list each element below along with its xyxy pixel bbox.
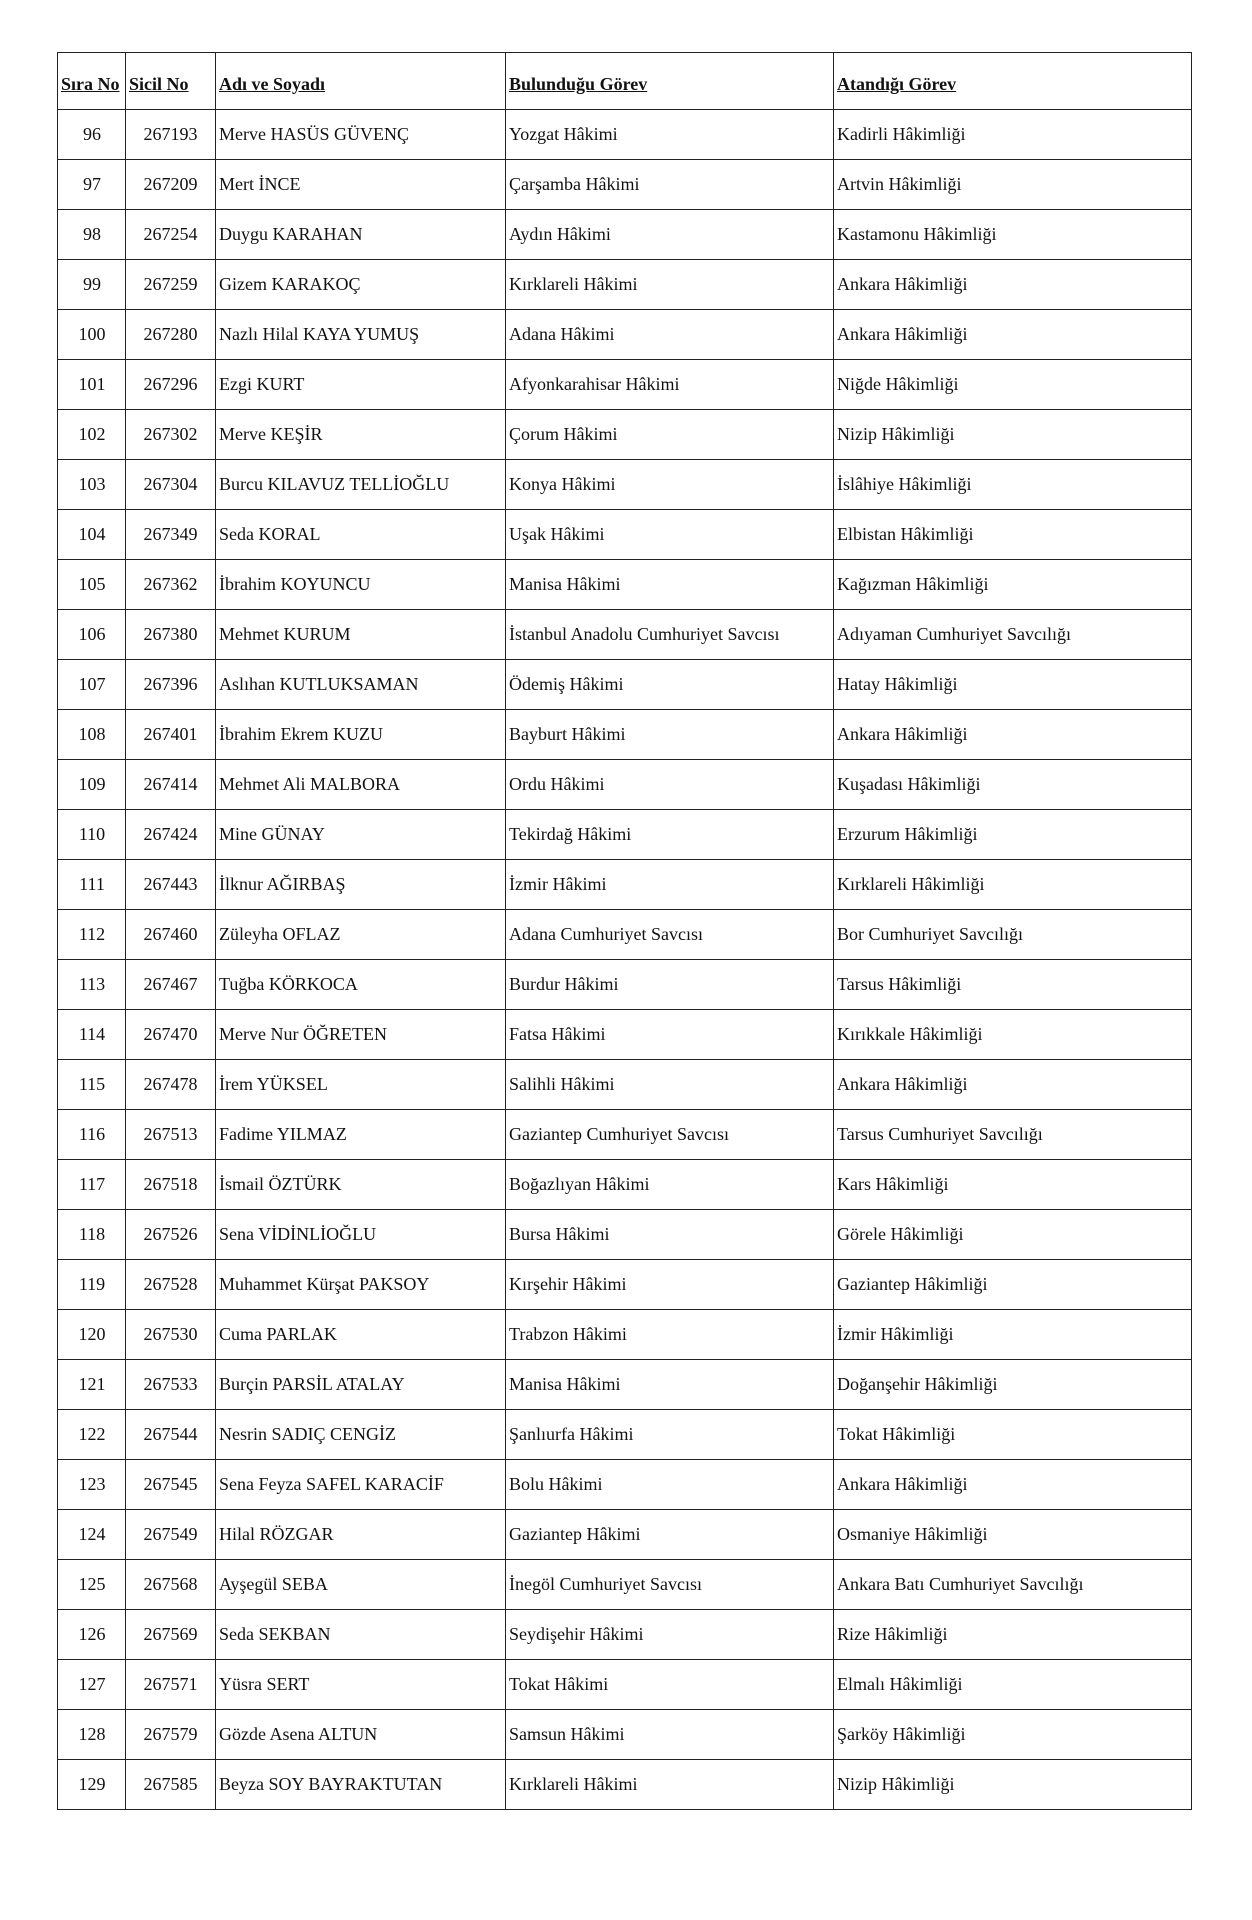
sicil-no-cell: 267528	[126, 1260, 216, 1310]
assigned-post-cell: Ankara Hâkimliği	[834, 1460, 1192, 1510]
current-post-cell: Adana Cumhuriyet Savcısı	[506, 910, 834, 960]
name-cell: Ezgi KURT	[216, 360, 506, 410]
table-row	[58, 360, 1192, 410]
current-post-cell: Trabzon Hâkimi	[506, 1310, 834, 1360]
table-body	[58, 110, 1192, 1810]
assigned-post-cell: Kuşadası Hâkimliği	[834, 760, 1192, 810]
header-atandigi-gorev: Atandığı Görev	[834, 53, 1192, 110]
name-cell: Burcu KILAVUZ TELLİOĞLU	[216, 460, 506, 510]
name-cell: İbrahim Ekrem KUZU	[216, 710, 506, 760]
sira-no-cell: 106	[58, 610, 126, 660]
current-post-cell: Gaziantep Hâkimi	[506, 1510, 834, 1560]
assigned-post-cell: Rize Hâkimliği	[834, 1610, 1192, 1660]
table-row	[58, 1310, 1192, 1360]
current-post-cell: İstanbul Anadolu Cumhuriyet Savcısı	[506, 610, 834, 660]
name-cell: Aslıhan KUTLUKSAMAN	[216, 660, 506, 710]
assigned-post-cell: Kırklareli Hâkimliği	[834, 860, 1192, 910]
sira-no-cell: 102	[58, 410, 126, 460]
current-post-cell: Kırşehir Hâkimi	[506, 1260, 834, 1310]
current-post-cell: Bolu Hâkimi	[506, 1460, 834, 1510]
name-cell: Merve KEŞİR	[216, 410, 506, 460]
table-row	[58, 610, 1192, 660]
table-row	[58, 1010, 1192, 1060]
assigned-post-cell: Kadirli Hâkimliği	[834, 110, 1192, 160]
table-header	[58, 53, 1192, 110]
sira-no-cell: 101	[58, 360, 126, 410]
sicil-no-cell: 267530	[126, 1310, 216, 1360]
table-row	[58, 710, 1192, 760]
sira-no-cell: 125	[58, 1560, 126, 1610]
sira-no-cell: 100	[58, 310, 126, 360]
current-post-cell: Fatsa Hâkimi	[506, 1010, 834, 1060]
sira-no-cell: 114	[58, 1010, 126, 1060]
assigned-post-cell: Tokat Hâkimliği	[834, 1410, 1192, 1460]
sira-no-cell: 129	[58, 1760, 126, 1810]
table-row	[58, 960, 1192, 1010]
current-post-cell: Seydişehir Hâkimi	[506, 1610, 834, 1660]
sira-no-cell: 118	[58, 1210, 126, 1260]
name-cell: Merve Nur ÖĞRETEN	[216, 1010, 506, 1060]
assigned-post-cell: Doğanşehir Hâkimliği	[834, 1360, 1192, 1410]
current-post-cell: Manisa Hâkimi	[506, 560, 834, 610]
name-cell: Beyza SOY BAYRAKTUTAN	[216, 1760, 506, 1810]
assigned-post-cell: Kırıkkale Hâkimliği	[834, 1010, 1192, 1060]
current-post-cell: Şanlıurfa Hâkimi	[506, 1410, 834, 1460]
name-cell: Fadime YILMAZ	[216, 1110, 506, 1160]
assigned-post-cell: Ankara Hâkimliği	[834, 260, 1192, 310]
name-cell: Merve HASÜS GÜVENÇ	[216, 110, 506, 160]
assigned-post-cell: Gaziantep Hâkimliği	[834, 1260, 1192, 1310]
name-cell: İlknur AĞIRBAŞ	[216, 860, 506, 910]
current-post-cell: Uşak Hâkimi	[506, 510, 834, 560]
current-post-cell: Bayburt Hâkimi	[506, 710, 834, 760]
table-row	[58, 860, 1192, 910]
assigned-post-cell: Elbistan Hâkimliği	[834, 510, 1192, 560]
table-row	[58, 910, 1192, 960]
name-cell: İsmail ÖZTÜRK	[216, 1160, 506, 1210]
sira-no-cell: 120	[58, 1310, 126, 1360]
table-row	[58, 1560, 1192, 1610]
assigned-post-cell: Kağızman Hâkimliği	[834, 560, 1192, 610]
assigned-post-cell: Kars Hâkimliği	[834, 1160, 1192, 1210]
current-post-cell: Adana Hâkimi	[506, 310, 834, 360]
assigned-post-cell: Görele Hâkimliği	[834, 1210, 1192, 1260]
sira-no-cell: 126	[58, 1610, 126, 1660]
assigned-post-cell: Elmalı Hâkimliği	[834, 1660, 1192, 1710]
table-row	[58, 560, 1192, 610]
sicil-no-cell: 267259	[126, 260, 216, 310]
table-row	[58, 660, 1192, 710]
assigned-post-cell: Adıyaman Cumhuriyet Savcılığı	[834, 610, 1192, 660]
assigned-post-cell: Hatay Hâkimliği	[834, 660, 1192, 710]
table-row	[58, 1210, 1192, 1260]
sira-no-cell: 104	[58, 510, 126, 560]
assigned-post-cell: Ankara Hâkimliği	[834, 1060, 1192, 1110]
sira-no-cell: 98	[58, 210, 126, 260]
current-post-cell: Konya Hâkimi	[506, 460, 834, 510]
sicil-no-cell: 267549	[126, 1510, 216, 1560]
current-post-cell: İnegöl Cumhuriyet Savcısı	[506, 1560, 834, 1610]
name-cell: Hilal RÖZGAR	[216, 1510, 506, 1560]
sira-no-cell: 111	[58, 860, 126, 910]
table-row	[58, 1660, 1192, 1710]
table-row	[58, 1160, 1192, 1210]
table-row	[58, 1360, 1192, 1410]
table-row	[58, 1110, 1192, 1160]
current-post-cell: İzmir Hâkimi	[506, 860, 834, 910]
current-post-cell: Yozgat Hâkimi	[506, 110, 834, 160]
sira-no-cell: 99	[58, 260, 126, 310]
sicil-no-cell: 267526	[126, 1210, 216, 1260]
assigned-post-cell: İslâhiye Hâkimliği	[834, 460, 1192, 510]
sicil-no-cell: 267513	[126, 1110, 216, 1160]
assigned-post-cell: Erzurum Hâkimliği	[834, 810, 1192, 860]
sicil-no-cell: 267424	[126, 810, 216, 860]
sira-no-cell: 110	[58, 810, 126, 860]
sicil-no-cell: 267304	[126, 460, 216, 510]
sira-no-cell: 109	[58, 760, 126, 810]
name-cell: Züleyha OFLAZ	[216, 910, 506, 960]
table-row	[58, 210, 1192, 260]
table-row	[58, 1410, 1192, 1460]
document-page	[57, 52, 1191, 1810]
current-post-cell: Tokat Hâkimi	[506, 1660, 834, 1710]
sicil-no-cell: 267571	[126, 1660, 216, 1710]
name-cell: Burçin PARSİL ATALAY	[216, 1360, 506, 1410]
current-post-cell: Kırklareli Hâkimi	[506, 260, 834, 310]
current-post-cell: Manisa Hâkimi	[506, 1360, 834, 1410]
sira-no-cell: 107	[58, 660, 126, 710]
assigned-post-cell: Osmaniye Hâkimliği	[834, 1510, 1192, 1560]
sicil-no-cell: 267396	[126, 660, 216, 710]
table-row	[58, 160, 1192, 210]
sicil-no-cell: 267209	[126, 160, 216, 210]
assigned-post-cell: Ankara Batı Cumhuriyet Savcılığı	[834, 1560, 1192, 1610]
name-cell: Mehmet Ali MALBORA	[216, 760, 506, 810]
sira-no-cell: 117	[58, 1160, 126, 1210]
assigned-post-cell: Nizip Hâkimliği	[834, 410, 1192, 460]
name-cell: Tuğba KÖRKOCA	[216, 960, 506, 1010]
sira-no-cell: 121	[58, 1360, 126, 1410]
name-cell: Sena VİDİNLİOĞLU	[216, 1210, 506, 1260]
table-row	[58, 760, 1192, 810]
sicil-no-cell: 267518	[126, 1160, 216, 1210]
current-post-cell: Çorum Hâkimi	[506, 410, 834, 460]
sira-no-cell: 124	[58, 1510, 126, 1560]
table-row	[58, 460, 1192, 510]
table-row	[58, 1710, 1192, 1760]
sira-no-cell: 103	[58, 460, 126, 510]
header-sira-no: Sıra No	[58, 53, 126, 110]
name-cell: İbrahim KOYUNCU	[216, 560, 506, 610]
table-row	[58, 1610, 1192, 1660]
current-post-cell: Salihli Hâkimi	[506, 1060, 834, 1110]
name-cell: Nazlı Hilal KAYA YUMUŞ	[216, 310, 506, 360]
table-row	[58, 110, 1192, 160]
sira-no-cell: 115	[58, 1060, 126, 1110]
assigned-post-cell: Ankara Hâkimliği	[834, 710, 1192, 760]
sicil-no-cell: 267302	[126, 410, 216, 460]
assigned-post-cell: Tarsus Hâkimliği	[834, 960, 1192, 1010]
name-cell: Mert İNCE	[216, 160, 506, 210]
sicil-no-cell: 267533	[126, 1360, 216, 1410]
current-post-cell: Samsun Hâkimi	[506, 1710, 834, 1760]
sicil-no-cell: 267478	[126, 1060, 216, 1110]
current-post-cell: Boğazlıyan Hâkimi	[506, 1160, 834, 1210]
current-post-cell: Aydın Hâkimi	[506, 210, 834, 260]
sicil-no-cell: 267568	[126, 1560, 216, 1610]
sicil-no-cell: 267254	[126, 210, 216, 260]
current-post-cell: Gaziantep Cumhuriyet Savcısı	[506, 1110, 834, 1160]
assigned-post-cell: İzmir Hâkimliği	[834, 1310, 1192, 1360]
name-cell: Mehmet KURUM	[216, 610, 506, 660]
assigned-post-cell: Artvin Hâkimliği	[834, 160, 1192, 210]
table-row	[58, 1460, 1192, 1510]
sira-no-cell: 105	[58, 560, 126, 610]
header-adi-soyadi: Adı ve Soyadı	[216, 53, 506, 110]
sicil-no-cell: 267579	[126, 1710, 216, 1760]
current-post-cell: Ordu Hâkimi	[506, 760, 834, 810]
table-row	[58, 810, 1192, 860]
assigned-post-cell: Ankara Hâkimliği	[834, 310, 1192, 360]
sira-no-cell: 128	[58, 1710, 126, 1760]
sira-no-cell: 116	[58, 1110, 126, 1160]
current-post-cell: Çarşamba Hâkimi	[506, 160, 834, 210]
current-post-cell: Bursa Hâkimi	[506, 1210, 834, 1260]
sira-no-cell: 127	[58, 1660, 126, 1710]
name-cell: Sena Feyza SAFEL KARACİF	[216, 1460, 506, 1510]
table-row	[58, 1510, 1192, 1560]
sicil-no-cell: 267280	[126, 310, 216, 360]
sicil-no-cell: 267470	[126, 1010, 216, 1060]
table-row	[58, 310, 1192, 360]
sicil-no-cell: 267362	[126, 560, 216, 610]
assignment-table	[57, 52, 1192, 1810]
table-row	[58, 1060, 1192, 1110]
sicil-no-cell: 267296	[126, 360, 216, 410]
name-cell: Mine GÜNAY	[216, 810, 506, 860]
current-post-cell: Afyonkarahisar Hâkimi	[506, 360, 834, 410]
assigned-post-cell: Tarsus Cumhuriyet Savcılığı	[834, 1110, 1192, 1160]
current-post-cell: Ödemiş Hâkimi	[506, 660, 834, 710]
current-post-cell: Burdur Hâkimi	[506, 960, 834, 1010]
name-cell: Cuma PARLAK	[216, 1310, 506, 1360]
sicil-no-cell: 267544	[126, 1410, 216, 1460]
sicil-no-cell: 267467	[126, 960, 216, 1010]
header-sicil-no: Sicil No	[126, 53, 216, 110]
sicil-no-cell: 267414	[126, 760, 216, 810]
sira-no-cell: 122	[58, 1410, 126, 1460]
sicil-no-cell: 267443	[126, 860, 216, 910]
name-cell: Gizem KARAKOÇ	[216, 260, 506, 310]
assigned-post-cell: Bor Cumhuriyet Savcılığı	[834, 910, 1192, 960]
sira-no-cell: 119	[58, 1260, 126, 1310]
current-post-cell: Tekirdağ Hâkimi	[506, 810, 834, 860]
name-cell: Ayşegül SEBA	[216, 1560, 506, 1610]
sira-no-cell: 113	[58, 960, 126, 1010]
assigned-post-cell: Niğde Hâkimliği	[834, 360, 1192, 410]
name-cell: Nesrin SADIÇ CENGİZ	[216, 1410, 506, 1460]
table-row	[58, 260, 1192, 310]
name-cell: İrem YÜKSEL	[216, 1060, 506, 1110]
assigned-post-cell: Şarköy Hâkimliği	[834, 1710, 1192, 1760]
current-post-cell: Kırklareli Hâkimi	[506, 1760, 834, 1810]
name-cell: Duygu KARAHAN	[216, 210, 506, 260]
sira-no-cell: 97	[58, 160, 126, 210]
table-row	[58, 510, 1192, 560]
sicil-no-cell: 267585	[126, 1760, 216, 1810]
name-cell: Yüsra SERT	[216, 1660, 506, 1710]
header-bulundugu-gorev: Bulunduğu Görev	[506, 53, 834, 110]
assigned-post-cell: Nizip Hâkimliği	[834, 1760, 1192, 1810]
sira-no-cell: 108	[58, 710, 126, 760]
sicil-no-cell: 267545	[126, 1460, 216, 1510]
header-row	[58, 53, 1192, 110]
table-row	[58, 1760, 1192, 1810]
sira-no-cell: 96	[58, 110, 126, 160]
sicil-no-cell: 267460	[126, 910, 216, 960]
assigned-post-cell: Kastamonu Hâkimliği	[834, 210, 1192, 260]
sicil-no-cell: 267193	[126, 110, 216, 160]
name-cell: Seda SEKBAN	[216, 1610, 506, 1660]
sira-no-cell: 112	[58, 910, 126, 960]
name-cell: Gözde Asena ALTUN	[216, 1710, 506, 1760]
sicil-no-cell: 267380	[126, 610, 216, 660]
table-row	[58, 1260, 1192, 1310]
table-row	[58, 410, 1192, 460]
name-cell: Seda KORAL	[216, 510, 506, 560]
name-cell: Muhammet Kürşat PAKSOY	[216, 1260, 506, 1310]
sicil-no-cell: 267349	[126, 510, 216, 560]
sicil-no-cell: 267569	[126, 1610, 216, 1660]
sicil-no-cell: 267401	[126, 710, 216, 760]
sira-no-cell: 123	[58, 1460, 126, 1510]
